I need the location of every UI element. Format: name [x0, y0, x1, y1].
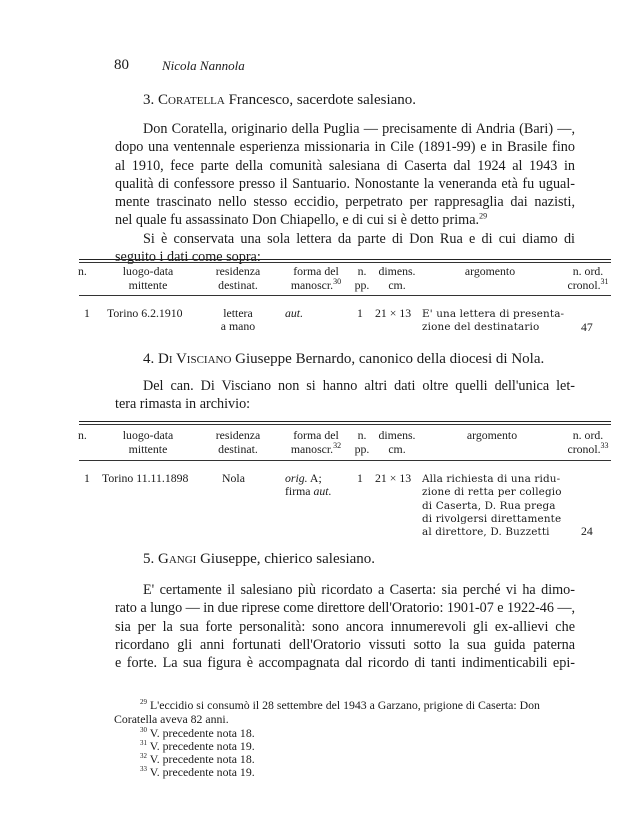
header-text: luogo-data	[122, 264, 174, 278]
table-2-header-forma	[284, 429, 348, 456]
footnote-ref: 32	[333, 440, 342, 450]
footnote-text: V. precedente nota 18.	[149, 752, 255, 766]
section-5-heading	[143, 551, 375, 568]
section-number: 3.	[143, 92, 155, 108]
header-text: forma del	[293, 264, 339, 278]
table-1-header-luogo	[112, 265, 184, 292]
footnote-29	[140, 699, 540, 712]
section-4-paragraph	[115, 377, 575, 414]
paragraph-line-text: nel quale fu assassinato Don Chiapello, e di cui si è detto prima.	[115, 212, 480, 229]
header-text: manoscr.	[290, 277, 334, 292]
footnote-text: V. precedente nota 19.	[149, 765, 255, 779]
header-text: n. ord.	[572, 264, 604, 278]
section-name: Di Visciano	[158, 351, 232, 367]
footnote-number: 30	[140, 726, 147, 735]
table-2-cell-pp: 1	[357, 471, 363, 485]
table-2-header-residenza	[208, 429, 268, 456]
cell-text: zione del destinatario	[422, 321, 540, 334]
paragraph-line: e forte. La sua figura è accompagnata dal ricordo di tanti indimenticabili epi-	[115, 655, 575, 672]
table-1-cell-cronol: 47	[581, 320, 593, 334]
header-text: n.	[357, 264, 367, 278]
table-1-cell-pp: 1	[357, 306, 363, 320]
section-3-heading	[143, 92, 416, 109]
cell-text: orig.	[285, 471, 308, 485]
section-desc: Giuseppe Bernardo, canonico della diocesi di Nola.	[231, 351, 545, 367]
paragraph-line: seguito i dati come sopra:	[115, 249, 261, 266]
section-name: Coratella	[158, 92, 225, 108]
footnote-ref: 30	[333, 276, 342, 286]
paragraph-line: al 1910, fece parte della comunità salesiana di Caserta dal 1924 al 1943 in	[115, 157, 575, 174]
header-text: manoscr.	[290, 441, 334, 456]
header-text: cronol.	[567, 441, 601, 456]
paragraph-line: tera rimasta in archivio:	[115, 396, 251, 413]
section-name: Gangi	[158, 551, 197, 567]
table-2-header-argomento: argomento	[466, 428, 518, 442]
footnote-number: 33	[140, 765, 147, 774]
table-2-cell-residenza: Nola	[222, 471, 245, 485]
table-2-header-n: n.	[78, 428, 87, 442]
section-number: 5.	[143, 551, 155, 567]
header-text: destinat.	[218, 277, 258, 292]
footnote-ref: 29	[479, 211, 488, 221]
section-5-paragraph	[115, 581, 575, 672]
table-2-header-luogo	[112, 429, 184, 456]
table-2-cell-n: 1	[84, 471, 90, 485]
table-2-header-cronol	[563, 429, 613, 456]
paragraph-line: Si è conservata una sola lettera da parte di Don Rua e di cui diamo di	[143, 230, 575, 247]
cell-text: Alla richiesta di una ridu-	[422, 473, 561, 485]
header-text: luogo-data	[122, 428, 174, 442]
table-2-top-rule	[79, 421, 611, 422]
section-4-heading	[143, 351, 544, 368]
table-1-header-argomento: argomento	[464, 264, 516, 278]
header-text: residenza	[215, 264, 261, 278]
paragraph-line: Don Coratella, originario della Puglia — precisamente di Andria (Bari) —,	[143, 121, 575, 137]
cell-text: A;	[307, 471, 322, 485]
cell-text: zione di retta per collegio	[422, 486, 562, 499]
table-1-cell-argomento	[422, 308, 564, 335]
table-1-header-cronol	[563, 265, 613, 292]
table-2-header-npp	[351, 429, 373, 456]
footnote-29-cont: Coratella aveva 82 anni.	[114, 712, 229, 726]
footnote-number: 29	[140, 698, 147, 707]
header-text: pp.	[354, 441, 370, 456]
table-1-header-dimens	[374, 265, 420, 292]
table-1-header-n: n.	[78, 264, 87, 278]
cell-text: aut.	[313, 484, 332, 499]
table-2-header-dimens	[374, 429, 420, 456]
header-text: pp.	[354, 277, 370, 292]
header-text: mittente	[128, 441, 168, 456]
header-text: cronol.	[567, 277, 601, 292]
table-2-header-rule	[79, 460, 611, 461]
cell-text: E' una lettera di presenta-	[422, 308, 565, 320]
cell-text: al direttore, D. Buzzetti	[422, 526, 550, 539]
table-1-top-rule-2	[79, 262, 611, 263]
header-text: mittente	[128, 277, 168, 292]
header-text: cm.	[388, 441, 406, 456]
header-text: dimens.	[378, 264, 416, 278]
page-number: 80	[114, 57, 129, 73]
table-1-header-forma	[284, 265, 348, 292]
paragraph-line: qualità di confessore presso il Santuario. Nonostante la veneranda età fu ugual-	[115, 175, 575, 192]
header-text: residenza	[215, 428, 261, 442]
running-head-author: Nicola Nannola	[162, 58, 245, 73]
header-text: cm.	[388, 277, 406, 292]
footnote-number: 32	[140, 752, 147, 761]
table-1-cell-forma: aut.	[285, 306, 304, 320]
footnote-text: V. precedente nota 18.	[149, 726, 255, 740]
cell-text: di rivolgersi direttamente	[422, 512, 562, 525]
cell-text: firma	[285, 484, 314, 499]
footnote-text: L'eccidio si consumò il 28 settembre del 1943 a Garzano, prigione di Caserta: Don	[149, 698, 540, 712]
table-2-cell-cronol: 24	[581, 524, 593, 538]
table-2-cell-luogo: Torino 11.11.1898	[102, 471, 189, 485]
footnote-text: V. precedente nota 19.	[149, 739, 255, 753]
paragraph-line: rato a lungo — in due riprese come direttore dell'Oratorio: 1901-07 e 1922-46 —,	[115, 600, 575, 617]
cell-text: a mano	[220, 319, 256, 334]
footnote-ref: 33	[600, 440, 609, 450]
paragraph-line: E' certamente il salesiano più ricordato a Caserta: sia perché vi ha dimo-	[143, 582, 575, 598]
table-1-cell-luogo: Torino 6.2.1910	[107, 306, 183, 320]
header-text: dimens.	[378, 428, 416, 442]
footnote-number: 31	[140, 739, 147, 748]
header-text: destinat.	[218, 441, 258, 456]
paragraph-line: Del can. Di Visciano non si hanno altri dati oltre quelli dell'unica let-	[143, 378, 575, 394]
table-1-header-npp	[351, 265, 373, 292]
table-1-cell-n: 1	[84, 306, 90, 320]
footnote-ref: 31	[600, 276, 609, 286]
section-desc: Giuseppe, chierico salesiano.	[196, 551, 376, 567]
table-2-cell-forma	[285, 472, 332, 499]
table-2-cell-argomento	[422, 473, 562, 539]
cell-text: lettera	[223, 306, 253, 320]
section-number: 4.	[143, 351, 155, 367]
section-3-paragraph	[115, 120, 575, 266]
paragraph-line: dopo una ventennale esperienza missionaria in Cile (1891-99) e in Brasile fino	[115, 139, 575, 156]
table-1-top-rule	[79, 259, 611, 260]
table-1-cell-residenza	[214, 307, 262, 334]
header-text: n. ord.	[572, 428, 604, 442]
table-1-cell-dimens: 21 × 13	[375, 306, 412, 320]
paragraph-line	[115, 211, 575, 229]
paragraph-line: sia per la sua forte personalità: sono ancora innumerevoli gli ex-allievi che	[115, 618, 575, 635]
table-1-header-rule	[79, 295, 611, 296]
cell-text: di Caserta, D. Rua prega	[422, 499, 556, 512]
footnote-33	[140, 766, 255, 779]
section-desc: Francesco, sacerdote salesiano.	[224, 92, 417, 108]
table-2-top-rule-2	[79, 424, 611, 425]
table-2-cell-dimens: 21 × 13	[375, 471, 412, 485]
paragraph-line: mente trascinato nello stesso eccidio, perpetrato per rappresaglia dai nazisti,	[115, 194, 575, 211]
table-1-header-residenza	[208, 265, 268, 292]
paragraph-line: ricordano gli anni fortunati dell'Oratorio vissuti sotto la sua guida paterna	[115, 636, 575, 653]
header-text: n.	[357, 428, 367, 442]
header-text: forma del	[293, 428, 339, 442]
